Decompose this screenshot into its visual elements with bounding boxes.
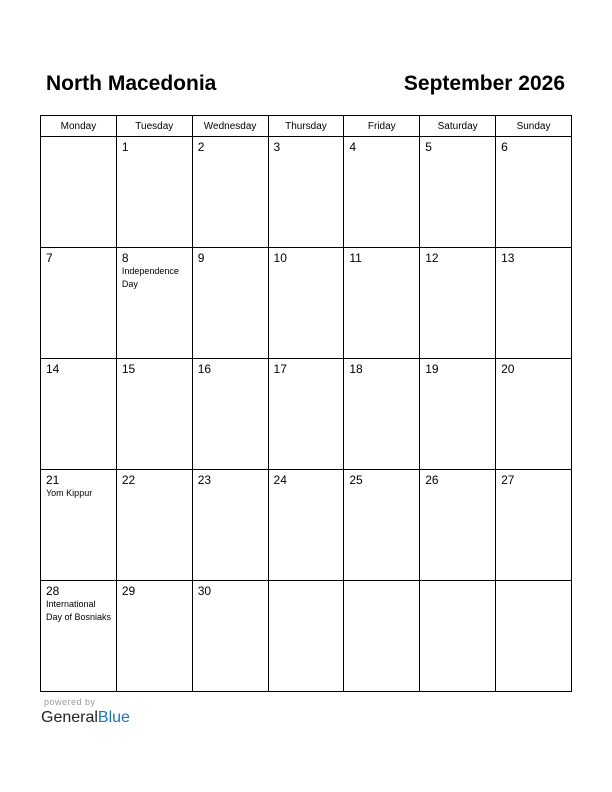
- weekday-header: Saturday: [420, 116, 496, 137]
- day-cell: [268, 581, 344, 692]
- day-cell: [192, 581, 268, 692]
- day-cell: [496, 359, 572, 470]
- day-cell: [192, 248, 268, 359]
- day-cell: [344, 470, 420, 581]
- day-cell: [116, 359, 192, 470]
- day-cell: [116, 137, 192, 248]
- day-cell: [420, 248, 496, 359]
- day-cell: [420, 581, 496, 692]
- day-number: 29: [121, 584, 136, 598]
- day-cell: [192, 359, 268, 470]
- month-year-title: September 2026: [403, 72, 565, 95]
- day-number: 27: [501, 473, 515, 487]
- day-cell: [41, 470, 117, 581]
- brand-blue-text: Blue: [97, 709, 130, 726]
- weekday-header: Monday: [41, 116, 117, 137]
- day-number: 15: [121, 362, 136, 376]
- day-number: 2: [197, 140, 205, 154]
- day-cell: [344, 248, 420, 359]
- day-number: 17: [273, 362, 287, 376]
- day-number: 24: [273, 473, 287, 487]
- day-number: 22: [121, 473, 136, 487]
- day-number: 7: [46, 251, 53, 265]
- weekday-header: Friday: [344, 116, 420, 137]
- day-cell: [268, 137, 344, 248]
- day-number: 23: [197, 473, 212, 487]
- day-cell: [41, 581, 117, 692]
- day-number: 10: [273, 251, 287, 265]
- day-number: 9: [197, 251, 205, 265]
- weekday-header: Sunday: [496, 116, 572, 137]
- day-number: 21: [46, 473, 60, 487]
- day-number: 16: [197, 362, 212, 376]
- day-cell: [344, 137, 420, 248]
- day-cell: [344, 581, 420, 692]
- day-number: 14: [46, 362, 60, 376]
- day-cell: [41, 248, 117, 359]
- day-number: 6: [501, 140, 508, 154]
- holiday-label: Independence Day: [121, 266, 179, 289]
- day-number: 20: [501, 362, 515, 376]
- day-cell: [496, 137, 572, 248]
- powered-by-text: powered by: [44, 697, 96, 707]
- day-number: 30: [197, 584, 212, 598]
- day-cell: [268, 359, 344, 470]
- day-cell: [496, 581, 572, 692]
- day-cell: [116, 470, 192, 581]
- country-title: North Macedonia: [46, 72, 217, 95]
- day-cell: [192, 470, 268, 581]
- calendar-grid: [40, 115, 572, 692]
- day-number: 28: [46, 584, 60, 598]
- day-number: 3: [273, 140, 281, 154]
- day-number: 26: [425, 473, 439, 487]
- day-number: 13: [501, 251, 515, 265]
- week-row: [41, 581, 572, 692]
- day-number: 1: [121, 140, 129, 154]
- day-number: 25: [349, 473, 363, 487]
- day-number: 18: [349, 362, 363, 376]
- day-number: 8: [121, 251, 129, 265]
- day-cell: [420, 359, 496, 470]
- week-row: [41, 137, 572, 248]
- day-number: 12: [425, 251, 439, 265]
- brand-general-text: General: [41, 709, 98, 726]
- week-row: [41, 248, 572, 359]
- weekday-header-row: [41, 116, 572, 137]
- weekday-header: Wednesday: [192, 116, 268, 137]
- day-cell: [420, 137, 496, 248]
- holiday-label: Yom Kippur: [46, 488, 93, 498]
- day-cell: [41, 137, 117, 248]
- day-number: 4: [349, 140, 357, 154]
- day-number: 5: [425, 140, 432, 154]
- holiday-label: International Day of Bosniaks: [46, 599, 112, 622]
- week-row: [41, 359, 572, 470]
- day-number: 11: [349, 251, 362, 265]
- weekday-header: Tuesday: [116, 116, 192, 137]
- day-cell: [268, 248, 344, 359]
- day-cell: [496, 470, 572, 581]
- day-cell: [496, 248, 572, 359]
- week-row: [41, 470, 572, 581]
- day-number: 19: [425, 362, 439, 376]
- day-cell: [192, 137, 268, 248]
- generalblue-logo[interactable]: [41, 708, 130, 728]
- day-cell: [268, 470, 344, 581]
- day-cell: [116, 248, 192, 359]
- day-cell: [420, 470, 496, 581]
- weekday-header: Thursday: [268, 116, 344, 137]
- day-cell: [41, 359, 117, 470]
- day-cell: [116, 581, 192, 692]
- day-cell: [344, 359, 420, 470]
